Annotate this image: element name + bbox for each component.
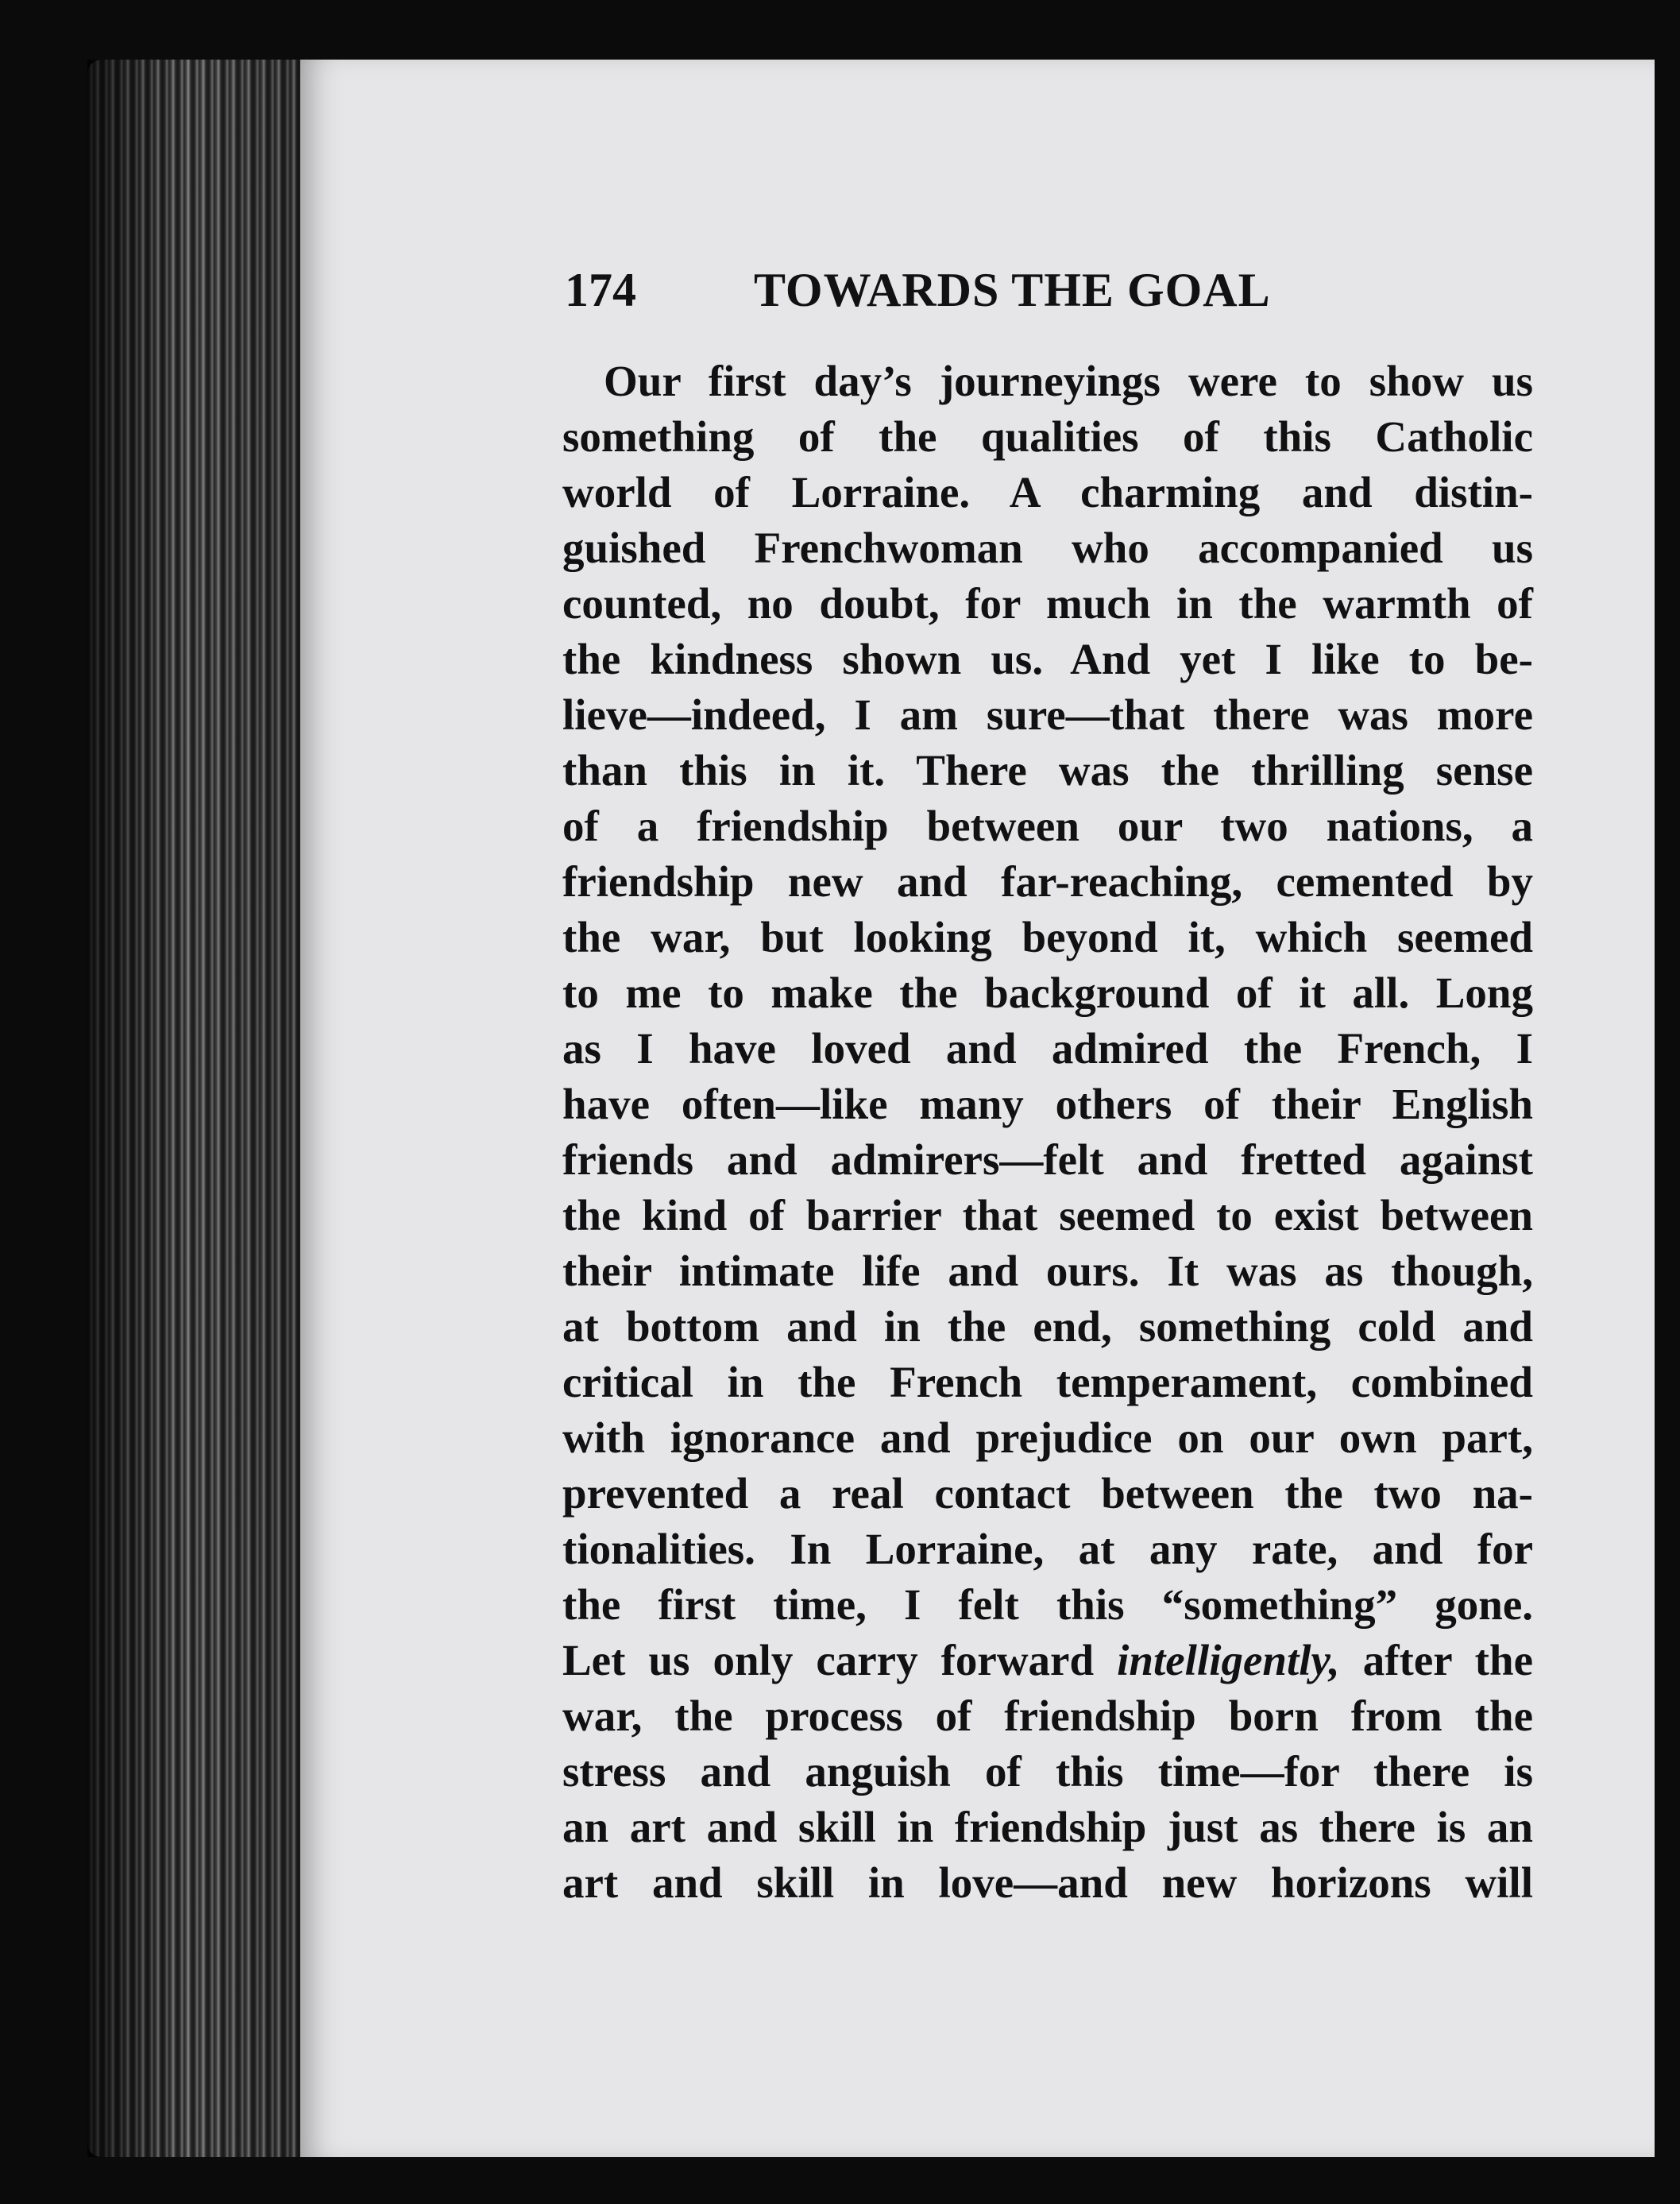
text-line: have often—like many others of their English [562, 1080, 1533, 1128]
text-line: as I have loved and admired the French, I [562, 1024, 1533, 1073]
text-line: the kindness shown us. And yet I like to be- [562, 635, 1533, 683]
body-paragraph [562, 354, 1533, 1911]
text-line: guished Frenchwoman who accompanied us [562, 524, 1533, 572]
text-line: the first time, I felt this “something” gone. [562, 1580, 1533, 1629]
page-header [565, 250, 1359, 330]
text-line: their intimate life and ours. It was as though, [562, 1247, 1533, 1295]
text-segment: Let us only carry forward [562, 1636, 1118, 1684]
book-page [300, 60, 1655, 2157]
text-line: the kind of barrier that seemed to exist between [562, 1191, 1533, 1239]
text-line: counted, no doubt, for much in the warmth of [562, 579, 1533, 628]
text-line: prevented a real contact between the two na- [562, 1469, 1533, 1518]
italic-emphasis: intelligently, [1117, 1636, 1340, 1684]
text-line: of a friendship between our two nations, a [562, 802, 1533, 850]
text-line: critical in the French temperament, combined [562, 1358, 1533, 1406]
text-line: to me to make the background of it all. Long [562, 969, 1533, 1017]
text-line: something of the qualities of this Catholic [562, 412, 1533, 461]
text-line: art and skill in love—and new horizons will [562, 1858, 1533, 1907]
text-line: with ignorance and prejudice on our own part, [562, 1413, 1533, 1462]
text-line: Our first day’s journeyings were to show us [604, 357, 1533, 405]
text-line-mixed [562, 1633, 1533, 1688]
text-line: world of Lorraine. A charming and distin- [562, 468, 1533, 516]
text-line: tionalities. In Lorraine, at any rate, and for [562, 1525, 1533, 1573]
text-line: friendship new and far-reaching, cemented by [562, 857, 1533, 906]
running-title: TOWARDS THE GOAL [754, 264, 1271, 316]
text-line: friends and admirers—felt and fretted against [562, 1135, 1533, 1184]
text-line: the war, but looking beyond it, which seemed [562, 913, 1533, 961]
text-segment: after the [1339, 1636, 1533, 1684]
text-line: at bottom and in the end, something cold and [562, 1302, 1533, 1351]
text-line: an art and skill in friendship just as there is an [562, 1803, 1533, 1851]
text-line: stress and anguish of this time—for there is [562, 1747, 1533, 1796]
text-line: than this in it. There was the thrilling sense [562, 746, 1533, 795]
text-line: war, the process of friendship born from the [562, 1692, 1533, 1740]
text-line: lieve—indeed, I am sure—that there was more [562, 690, 1533, 739]
page-number: 174 [565, 264, 636, 316]
book-page-edges [87, 60, 310, 2157]
